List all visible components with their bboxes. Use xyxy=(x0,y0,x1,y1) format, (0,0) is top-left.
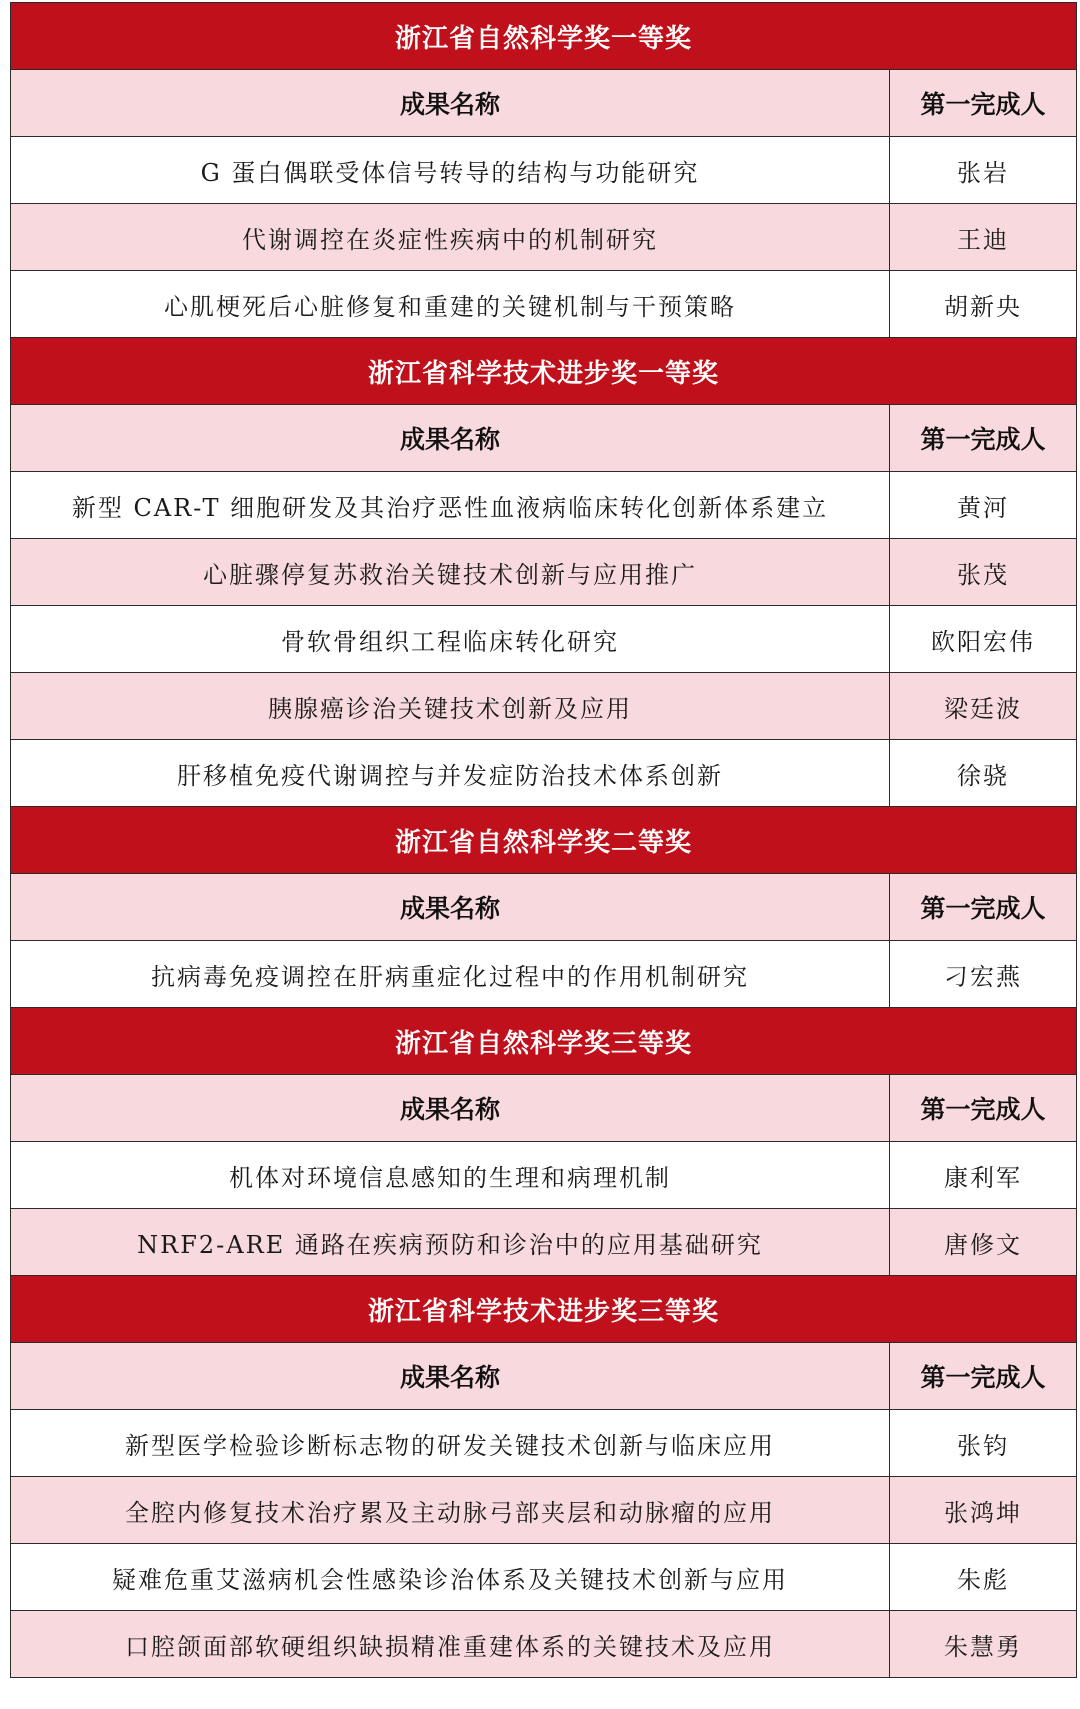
column-header-name: 成果名称 xyxy=(11,1343,890,1410)
table-row xyxy=(11,606,1077,673)
table-row xyxy=(11,472,1077,539)
section-title: 浙江省科学技术进步奖一等奖 xyxy=(11,338,1077,405)
first-contributor: 徐骁 xyxy=(890,740,1077,807)
achievement-name: 心脏骤停复苏救治关键技术创新与应用推广 xyxy=(11,539,890,606)
table-row xyxy=(11,941,1077,1008)
award-table xyxy=(10,2,1077,1678)
achievement-name: 机体对环境信息感知的生理和病理机制 xyxy=(11,1142,890,1209)
column-header-row xyxy=(11,874,1077,941)
achievement-name: 新型医学检验诊断标志物的研发关键技术创新与临床应用 xyxy=(11,1410,890,1477)
column-header-name: 成果名称 xyxy=(11,405,890,472)
achievement-name: 心肌梗死后心脏修复和重建的关键机制与干预策略 xyxy=(11,271,890,338)
section-title: 浙江省自然科学奖三等奖 xyxy=(11,1008,1077,1075)
first-contributor: 欧阳宏伟 xyxy=(890,606,1077,673)
achievement-name: NRF2-ARE 通路在疾病预防和诊治中的应用基础研究 xyxy=(11,1209,890,1276)
table-row xyxy=(11,673,1077,740)
table-row xyxy=(11,1611,1077,1678)
table-row xyxy=(11,539,1077,606)
section-title-row xyxy=(11,807,1077,874)
table-row xyxy=(11,204,1077,271)
column-header-name: 成果名称 xyxy=(11,874,890,941)
first-contributor: 张岩 xyxy=(890,137,1077,204)
column-header-row xyxy=(11,1075,1077,1142)
first-contributor: 康利军 xyxy=(890,1142,1077,1209)
award-table-body xyxy=(11,3,1077,1678)
first-contributor: 朱慧勇 xyxy=(890,1611,1077,1678)
column-header-row xyxy=(11,405,1077,472)
column-header-person: 第一完成人 xyxy=(890,874,1077,941)
achievement-name: 肝移植免疫代谢调控与并发症防治技术体系创新 xyxy=(11,740,890,807)
column-header-name: 成果名称 xyxy=(11,70,890,137)
first-contributor: 张鸿坤 xyxy=(890,1477,1077,1544)
section-title: 浙江省自然科学奖一等奖 xyxy=(11,3,1077,70)
first-contributor: 王迪 xyxy=(890,204,1077,271)
first-contributor: 张钧 xyxy=(890,1410,1077,1477)
achievement-name: G 蛋白偶联受体信号转导的结构与功能研究 xyxy=(11,137,890,204)
achievement-name: 口腔颌面部软硬组织缺损精准重建体系的关键技术及应用 xyxy=(11,1611,890,1678)
achievement-name: 疑难危重艾滋病机会性感染诊治体系及关键技术创新与应用 xyxy=(11,1544,890,1611)
first-contributor: 张茂 xyxy=(890,539,1077,606)
first-contributor: 梁廷波 xyxy=(890,673,1077,740)
section-title-row xyxy=(11,338,1077,405)
section-title-row xyxy=(11,1008,1077,1075)
achievement-name: 代谢调控在炎症性疾病中的机制研究 xyxy=(11,204,890,271)
table-row xyxy=(11,1142,1077,1209)
table-row xyxy=(11,1477,1077,1544)
column-header-person: 第一完成人 xyxy=(890,1343,1077,1410)
first-contributor: 刁宏燕 xyxy=(890,941,1077,1008)
first-contributor: 胡新央 xyxy=(890,271,1077,338)
column-header-row xyxy=(11,1343,1077,1410)
column-header-row xyxy=(11,70,1077,137)
table-row xyxy=(11,1544,1077,1611)
column-header-person: 第一完成人 xyxy=(890,405,1077,472)
column-header-name: 成果名称 xyxy=(11,1075,890,1142)
first-contributor: 唐修文 xyxy=(890,1209,1077,1276)
column-header-person: 第一完成人 xyxy=(890,1075,1077,1142)
table-row xyxy=(11,271,1077,338)
first-contributor: 黄河 xyxy=(890,472,1077,539)
achievement-name: 胰腺癌诊治关键技术创新及应用 xyxy=(11,673,890,740)
achievement-name: 全腔内修复技术治疗累及主动脉弓部夹层和动脉瘤的应用 xyxy=(11,1477,890,1544)
table-row xyxy=(11,1209,1077,1276)
table-row xyxy=(11,1410,1077,1477)
achievement-name: 新型 CAR-T 细胞研发及其治疗恶性血液病临床转化创新体系建立 xyxy=(11,472,890,539)
first-contributor: 朱彪 xyxy=(890,1544,1077,1611)
column-header-person: 第一完成人 xyxy=(890,70,1077,137)
achievement-name: 骨软骨组织工程临床转化研究 xyxy=(11,606,890,673)
table-row xyxy=(11,137,1077,204)
table-row xyxy=(11,740,1077,807)
section-title-row xyxy=(11,1276,1077,1343)
section-title: 浙江省科学技术进步奖三等奖 xyxy=(11,1276,1077,1343)
section-title-row xyxy=(11,3,1077,70)
achievement-name: 抗病毒免疫调控在肝病重症化过程中的作用机制研究 xyxy=(11,941,890,1008)
section-title: 浙江省自然科学奖二等奖 xyxy=(11,807,1077,874)
